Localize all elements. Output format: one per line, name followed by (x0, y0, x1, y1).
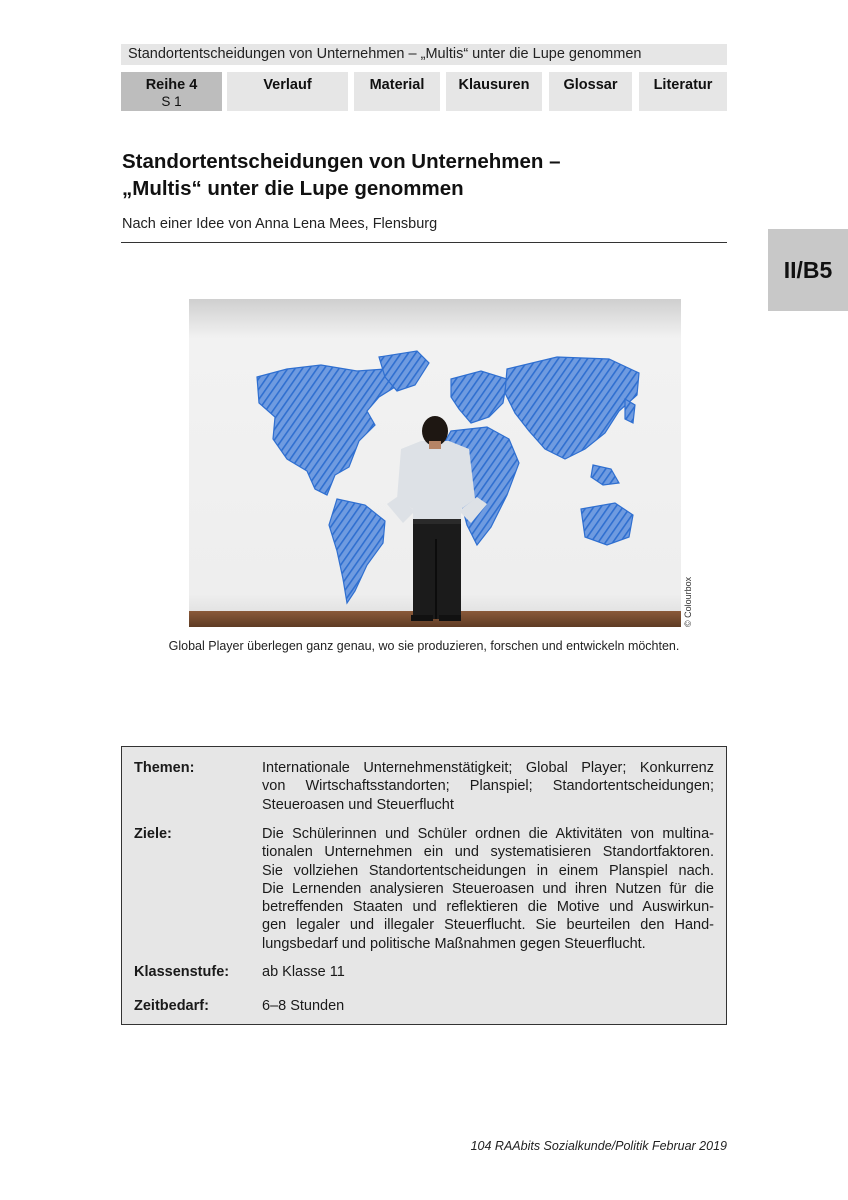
zeitbedarf-label: Zeitbedarf: (134, 998, 209, 1014)
tab-literatur[interactable] (639, 72, 727, 111)
world-map-photo (189, 299, 681, 627)
section-side-tab: II/B5 (768, 229, 848, 311)
tab-material[interactable] (354, 72, 440, 111)
tab-klausuren[interactable] (446, 72, 542, 111)
zeitbedarf-value: 6–8 Stunden (262, 998, 345, 1014)
author-line: Nach einer Idee von Anna Lena Mees, Flensburg (122, 216, 438, 232)
running-title: Standortentscheidungen von Unternehmen – „Multis“ unter die Lupe genommen (121, 44, 727, 65)
ziele-value (262, 825, 714, 953)
ziele-line: Die Lernenden analysieren Steueroasen und ihren Nutzen für die (262, 880, 714, 897)
ziele-line: betreffenden Staaten und reflektieren die Motive und Auswirkun- (262, 899, 714, 916)
page-title (122, 148, 728, 202)
info-box (121, 746, 727, 1025)
themen-line: von Wirtschaftsstandorten; Planspiel; Standortentscheidungen; (262, 778, 714, 795)
tab-reihe[interactable] (121, 72, 222, 111)
ziele-label: Ziele: (134, 826, 172, 842)
title-line-2: „Multis“ unter die Lupe genommen (122, 177, 464, 200)
photo-credit: © Colourbox (683, 576, 693, 627)
tab-klausuren-label: Klausuren (458, 77, 530, 93)
tab-literatur-label: Literatur (653, 77, 713, 93)
klassenstufe-label: Klassenstufe: (134, 964, 230, 980)
tab-glossar-label: Glossar (563, 77, 618, 93)
themen-label: Themen: (134, 760, 195, 776)
divider (121, 242, 727, 243)
ziele-line: lungsbedarf und politische Maßnahmen gegen Steuerflucht. (262, 935, 646, 952)
tab-verlauf-label: Verlauf (263, 77, 312, 93)
tab-verlauf[interactable] (227, 72, 348, 111)
themen-line: Internationale Unternehmenstätigkeit; Global Player; Konkurrenz (262, 760, 714, 776)
tab-reihe-sub: S 1 (161, 94, 182, 109)
ziele-line: gen legaler und illegaler Steuerflucht. Sie beurteilen den Hand- (262, 917, 714, 934)
tab-glossar[interactable] (549, 72, 632, 111)
ziele-line: Sie vollziehen Standortentscheidungen in einem Planspiel nach. (262, 862, 714, 879)
ziele-line: tionalen Unternehmen ein und systematisieren Standortfaktoren. (262, 844, 714, 861)
tab-material-label: Material (369, 77, 425, 93)
themen-value (262, 759, 714, 814)
title-line-1: Standortentscheidungen von Unternehmen – (122, 150, 561, 173)
page-footer: 104 RAAbits Sozialkunde/Politik Februar 2019 (470, 1139, 727, 1153)
ziele-line: Die Schülerinnen und Schüler ordnen die Aktivitäten von multina- (262, 826, 714, 842)
themen-line: Steueroasen und Steuerflucht (262, 796, 454, 813)
klassenstufe-value: ab Klasse 11 (262, 964, 345, 980)
photo-caption: Global Player überlegen ganz genau, wo sie produzieren, forschen und entwickeln möchten. (168, 639, 680, 653)
tab-reihe-label: Reihe 4 (145, 77, 198, 93)
